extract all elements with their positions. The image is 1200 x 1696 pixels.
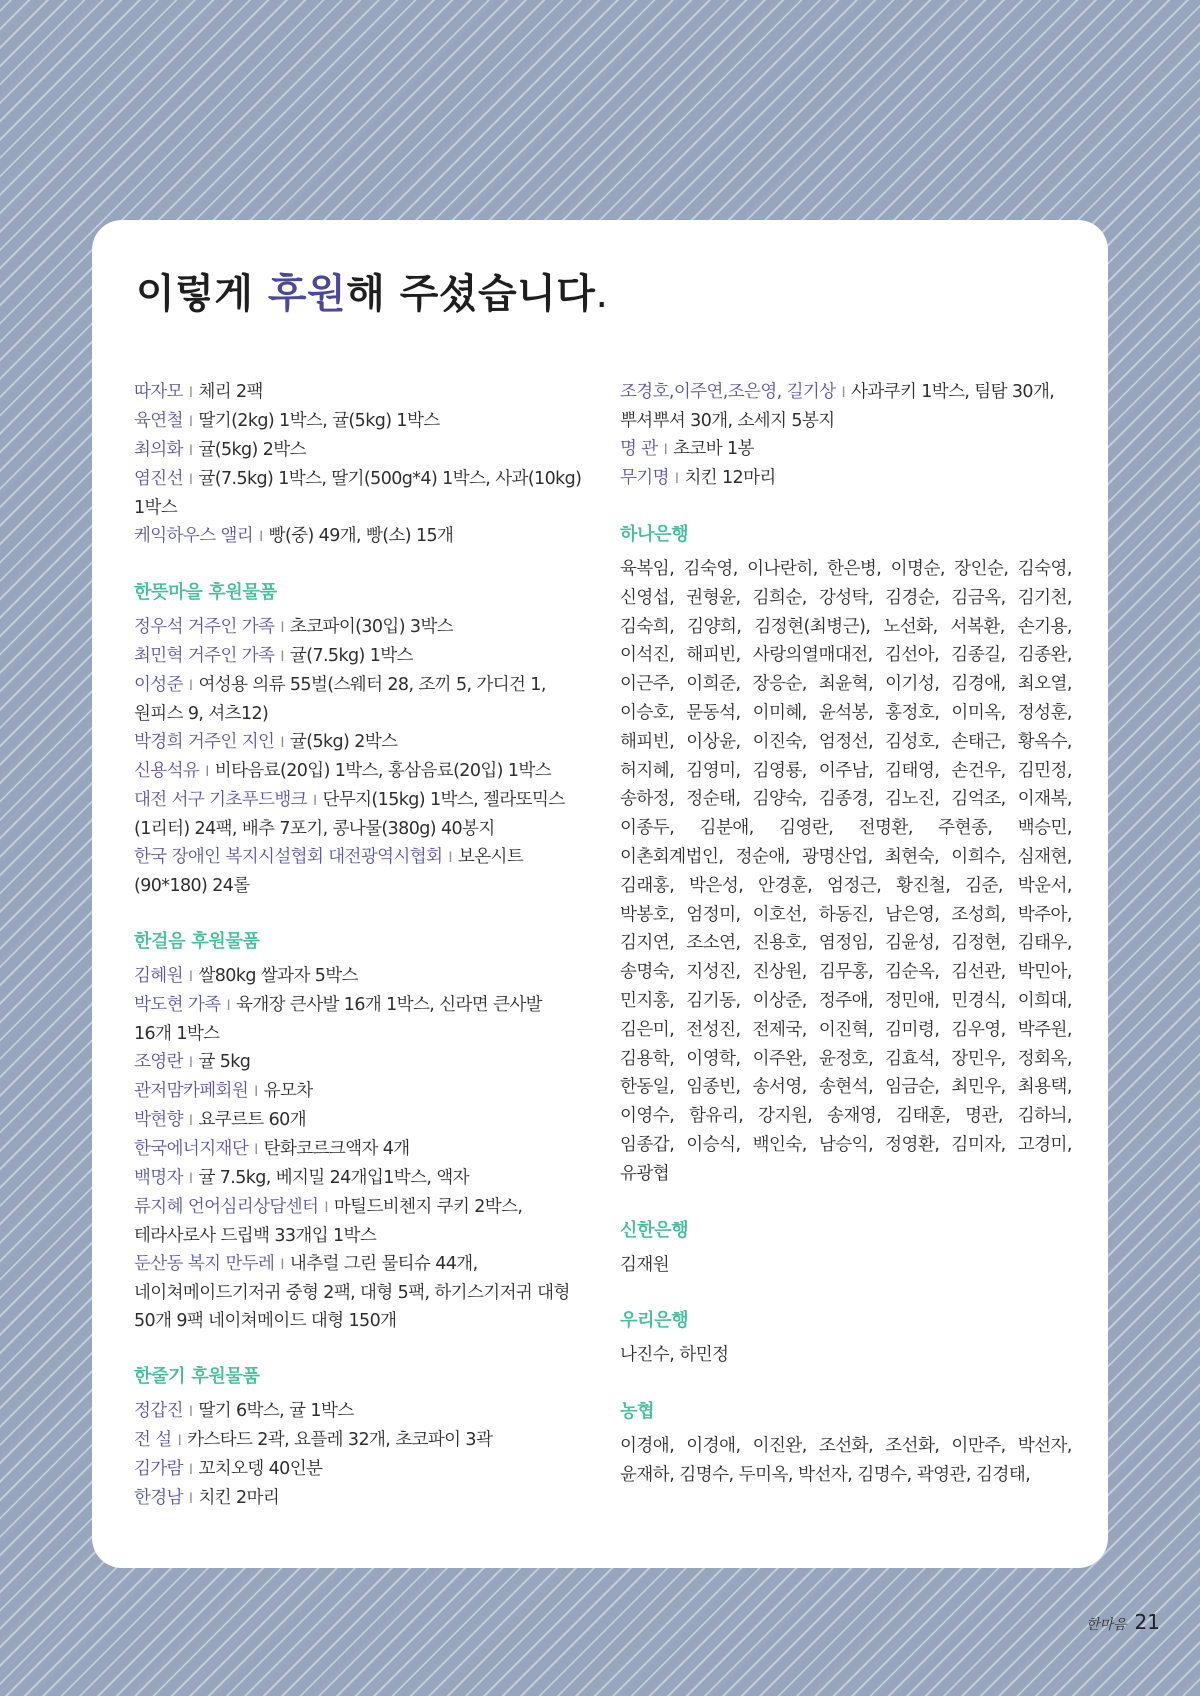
section-heading-shinhan-bank: 신한은행: [620, 1219, 689, 1241]
donation-entry: 김가람 I 꼬치오뎅 40인분: [134, 1459, 323, 1479]
page-title: 이렇게 후원해 주셨습니다.: [136, 271, 609, 317]
donation-entry: 백명자 I 귤 7.5kg, 베지밀 24개입1박스, 액자: [134, 1168, 469, 1188]
donation-entry: 염진선 I 귤(7.5kg) 1박스, 딸기(500g*4) 1박스, 사과(10kg) 1박스: [134, 469, 582, 518]
donor-list-hantteut: [134, 613, 582, 900]
donation-entry: 조영란 I 귤 5kg: [134, 1052, 251, 1072]
donor-list-hanjulgi: [134, 1397, 582, 1513]
page-number: 21: [1134, 1610, 1160, 1634]
donation-entry: 최민혁 거주인 가족 I 귤(7.5kg) 1박스: [134, 646, 413, 666]
right-column: [620, 378, 1072, 1490]
donation-entry: 한국에너지재단 I 탄화코르크액자 4개: [134, 1139, 410, 1159]
donation-entry: 대전 서구 기초푸드뱅크 I 단무지(15kg) 1박스, 젤라또믹스(1리터) 24팩, 배추 7포기, 콩나물(380g) 40봉지: [134, 790, 565, 839]
donation-entry: 정우석 거주인 가족 I 초코파이(30입) 3박스: [134, 617, 454, 637]
left-column: [134, 378, 582, 1513]
donation-entry: 신용석유 I 비타음료(20입) 1박스, 홍삼음료(20입) 1박스: [134, 761, 551, 781]
donation-entry: 이성준 I 여성용 의류 55벌(스웨터 28, 조끼 5, 가디건 1, 원피스 9, 셔츠12): [134, 675, 546, 724]
donation-entry: 류지혜 언어심리상담센터 I 마틸드비첸지 쿠키 2박스, 테라사로사 드립백 33개입 1박스: [134, 1197, 523, 1246]
donation-entry: 박현향 I 요쿠르트 60개: [134, 1110, 307, 1130]
donation-entry: 한국 장애인 복지시설협회 대전광역시협회 I 보온시트(90*180) 24롤: [134, 847, 524, 896]
donation-entry: 정갑진 I 딸기 6박스, 귤 1박스: [134, 1401, 354, 1421]
section-heading-hanjulgi: 한줄기 후원물품: [134, 1366, 260, 1387]
donation-entry: 관저맘카페회원 I 유모차: [134, 1081, 313, 1101]
donation-entry: 박경희 거주인 지인 I 귤(5kg) 2박스: [134, 732, 398, 752]
donation-entry: 따자모 I 체리 2팩: [134, 382, 263, 402]
shinhan-bank-donor-names: 김재원: [620, 1254, 670, 1275]
page-footer: [1086, 1610, 1160, 1634]
donation-entry: 박도현 가족 I 육개장 큰사발 16개 1박스, 신라면 큰사발 16개 1박스: [134, 995, 542, 1044]
donation-entry: 명 관 I 초코바 1봉: [620, 439, 754, 459]
donation-entry: 육연철 I 딸기(2kg) 1박스, 귤(5kg) 1박스: [134, 411, 440, 431]
donation-entry: 무기명 I 치킨 12마리: [620, 468, 776, 488]
donation-entry: 둔산동 복지 만두레 I 내추럴 그린 물티슈 44개, 네이쳐메이드기저귀 중형 2팩, 대형 5팩, 하기스기저귀 대형 50개 9팩 네이쳐메이드 대형 150개: [134, 1254, 570, 1331]
donation-entry: 한경남 I 치킨 2마리: [134, 1488, 280, 1508]
section-heading-hana-bank: 하나은행: [620, 524, 689, 545]
hana-bank-donor-names: 육복임, 김숙영, 이나란히, 한은병, 이명순, 장인순, 김숙영, 신영섭, 권형윤, 김희순, 강성탁, 김경순, 김금옥, 김기천, 김숙희, 김양희, 김정현(최병근), 노선화, 서복환, 손기용, 이석진, 해피빈, 사랑의열매대전, 김선아, 김종길, 김종완, 이근주, 이희준, 장응순, 최윤혁, 이기성, 김경애, 최오열, 이승호, 문동석, 이미혜, 윤석봉, 홍정호, 이미옥, 정성훈, 해피빈, 이상윤, 이진숙, 엄정선, 김성호, 손태근, 황옥수, 허지혜, 김영미, 김영룡, 이주남, 김태영, 손건우, 김민정, 송하정, 정순태, 김양숙, 김종경, 김노진, 김억조, 이재복, 이종두, 김분애, 김영란, 전명환, 주현종, 백승민, 이촌회계법인, 정순애, 광명산업, 최현숙, 이희수, 심재현, 김래홍, 박은성, 안경훈, 엄정근, 황진철, 김준, 박운서, 박봉호, 엄정미, 이호선, 하동진, 남은영, 조성희, 박주아, 김지연, 조소연, 진용호, 염정임, 김윤성, 김정현, 김태우, 송명숙, 지성진, 진상원, 김무홍, 김순옥, 김선관, 박민아, 민지홍, 김기동, 이상준, 정주애, 정민애, 민경식, 이희대, 김은미, 전성진, 전제국, 이진혁, 김미령, 김우영, 박주원, 김용학, 이영학, 이주완, 윤정호, 김효석, 장민우, 정회옥, 한동일, 임종빈, 송서영, 송현석, 임금순, 최민우, 최용택, 이영수, 함유리, 강지원, 송재영, 김태훈, 명관, 김하늬, 임종갑, 이승식, 백인숙, 남승익, 정영환, 김미자, 고경미, 유광협: [620, 559, 1072, 1184]
donor-list-general: [134, 378, 582, 551]
section-heading-woori-bank: 우리은행: [620, 1310, 689, 1332]
section-heading-hangeoleum: 한걸음 후원물품: [134, 931, 260, 952]
section-heading-nonghyup: 농협: [620, 1401, 655, 1423]
woori-bank-donor-names: 나진수, 하민정: [620, 1345, 729, 1366]
donation-entry: 전 설 I 카스타드 2곽, 요플레 32개, 초코파이 3곽: [134, 1430, 493, 1450]
section-heading-hantteut: 한뜻마을 후원물품: [134, 582, 277, 603]
donation-entry: 조경호,이주연,조은영, 길기상 I 사과쿠키 1박스, 팀탐 30개, 뿌셔뿌셔 30개, 소세지 5봉지: [620, 382, 1055, 431]
donation-entry: 케익하우스 앨리 I 빵(중) 49개, 빵(소) 15개: [134, 526, 454, 546]
magazine-logo: 한마음: [1085, 1617, 1127, 1633]
nonghyup-donor-names: 이경애, 이경애, 이진완, 조선화, 조선화, 이만주, 박선자, 윤재하, 김명수, 두미옥, 박선자, 김명수, 곽영관, 김경태,: [620, 1436, 1072, 1485]
donor-list-general-right: [620, 378, 1072, 493]
donor-list-hangeoleum: [134, 962, 582, 1335]
donation-entry: 김혜원 I 쌀80kg 쌀과자 5박스: [134, 966, 358, 986]
donation-entry: 최의화 I 귤(5kg) 2박스: [134, 440, 306, 460]
title-accent: 후원: [267, 271, 347, 317]
